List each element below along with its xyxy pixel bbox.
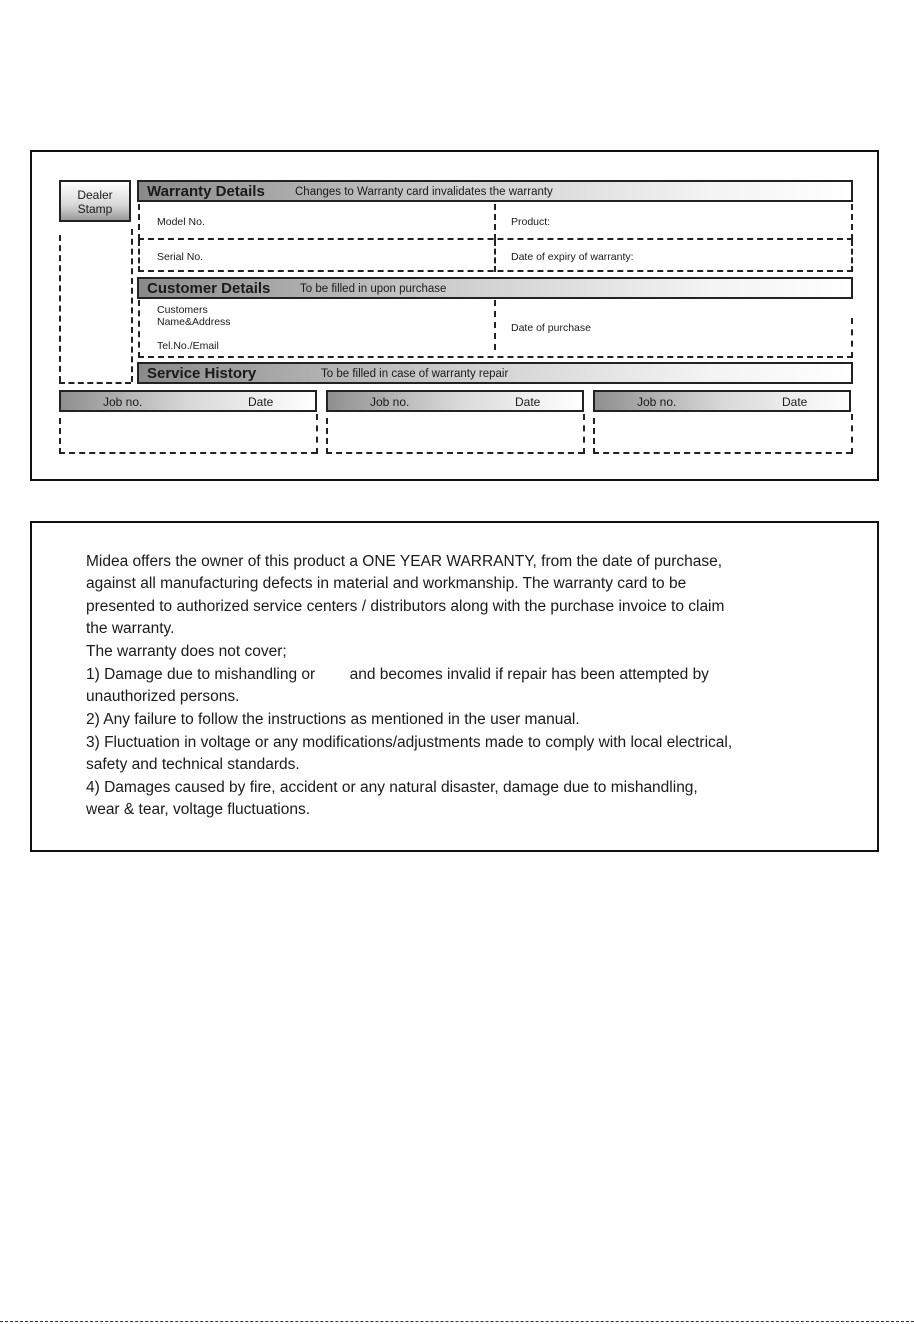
model-right-border (851, 204, 853, 240)
service-slot-3-right-border (851, 414, 853, 454)
model-no-label: Model No. (157, 216, 205, 228)
terms-line-4: the warranty. (86, 620, 175, 637)
model-divider (494, 204, 496, 240)
terms-line-5: The warranty does not cover; (86, 643, 287, 660)
service-slot-1-date-label: Date (248, 395, 274, 409)
warranty-details-subtitle: Changes to Warranty card invalidates the warranty (295, 186, 553, 198)
warranty-details-title: Warranty Details (147, 183, 265, 200)
customer-name-label-line2: Name&Address (157, 316, 231, 328)
service-slot-3-header (593, 390, 851, 412)
terms-line-11: 4) Damages caused by fire, accident or any natural disaster, damage due to mishandling, (86, 779, 698, 796)
dealer-stamp-right-border (131, 229, 133, 382)
terms-line-2: against all manufacturing defects in material and workmanship. The warranty card to be (86, 575, 687, 592)
terms-line-7: unauthorized persons. (86, 688, 240, 705)
dealer-stamp-line2: Stamp (77, 202, 113, 216)
dealer-stamp-line1: Dealer (77, 188, 113, 202)
terms-line-9: 3) Fluctuation in voltage or any modifications/adjustments made to comply with local electrical, (86, 734, 733, 751)
serial-left-border (138, 240, 140, 272)
terms-line-12: wear & tear, voltage fluctuations. (86, 801, 311, 818)
product-label: Product: (511, 216, 551, 228)
service-history-title: Service History (147, 365, 257, 382)
service-history-subtitle: To be filled in case of warranty repair (321, 368, 509, 380)
service-slot-2-left-border (326, 418, 328, 454)
customer-name-label (157, 304, 231, 328)
customer-divider (494, 300, 496, 350)
terms-line-1: Midea offers the owner of this product a ONE YEAR WARRANTY, from the date of purchase, (86, 553, 723, 570)
terms-line-6: 1) Damage due to mishandling or and becomes invalid if repair has been attempted by (86, 666, 709, 683)
cut-line (0, 1321, 914, 1322)
dealer-stamp-label (59, 180, 131, 222)
dealer-stamp-left-border (59, 235, 61, 382)
terms-line-3: presented to authorized service centers / distributors along with the purchase invoice to claim (86, 598, 725, 615)
service-slot-3-date-label: Date (782, 395, 808, 409)
terms-line-8: 2) Any failure to follow the instructions as mentioned in the user manual. (86, 711, 580, 728)
service-slot-2-date-label: Date (515, 395, 541, 409)
serial-right-border (851, 240, 853, 272)
customer-details-title: Customer Details (147, 280, 271, 297)
service-slot-3-left-border (593, 418, 595, 454)
dealer-stamp-bottom-border (59, 382, 131, 384)
serial-row-line (138, 270, 853, 272)
serial-no-label: Serial No. (157, 251, 204, 263)
service-history-header (137, 362, 853, 384)
service-slot-1-left-border (59, 418, 61, 454)
service-slot-3-bottom-border (593, 452, 852, 454)
service-slot-1-right-border (316, 414, 318, 454)
service-slot-1-job-label: Job no. (103, 395, 143, 409)
service-slot-2-job-label: Job no. (370, 395, 410, 409)
service-slot-3-job-label: Job no. (637, 395, 677, 409)
terms-line-10: safety and technical standards. (86, 756, 300, 773)
customer-details-subtitle: To be filled in upon purchase (300, 283, 447, 295)
serial-divider (494, 240, 496, 272)
date-of-purchase-label: Date of purchase (511, 322, 591, 334)
service-slot-2-header (326, 390, 584, 412)
customer-left-border (138, 300, 140, 358)
service-slot-2-bottom-border (326, 452, 584, 454)
tel-email-label: Tel.No./Email (157, 340, 219, 352)
customer-name-label-line1: Customers (157, 304, 208, 316)
warranty-details-header (137, 180, 853, 202)
expiry-date-label: Date of expiry of warranty: (511, 251, 634, 263)
model-left-border (138, 204, 140, 240)
customer-right-border (851, 318, 853, 358)
customer-details-header (137, 277, 853, 299)
service-slot-2-right-border (583, 414, 585, 454)
service-slot-1-bottom-border (59, 452, 317, 454)
customer-row-line (138, 356, 853, 358)
service-slot-1-header (59, 390, 317, 412)
